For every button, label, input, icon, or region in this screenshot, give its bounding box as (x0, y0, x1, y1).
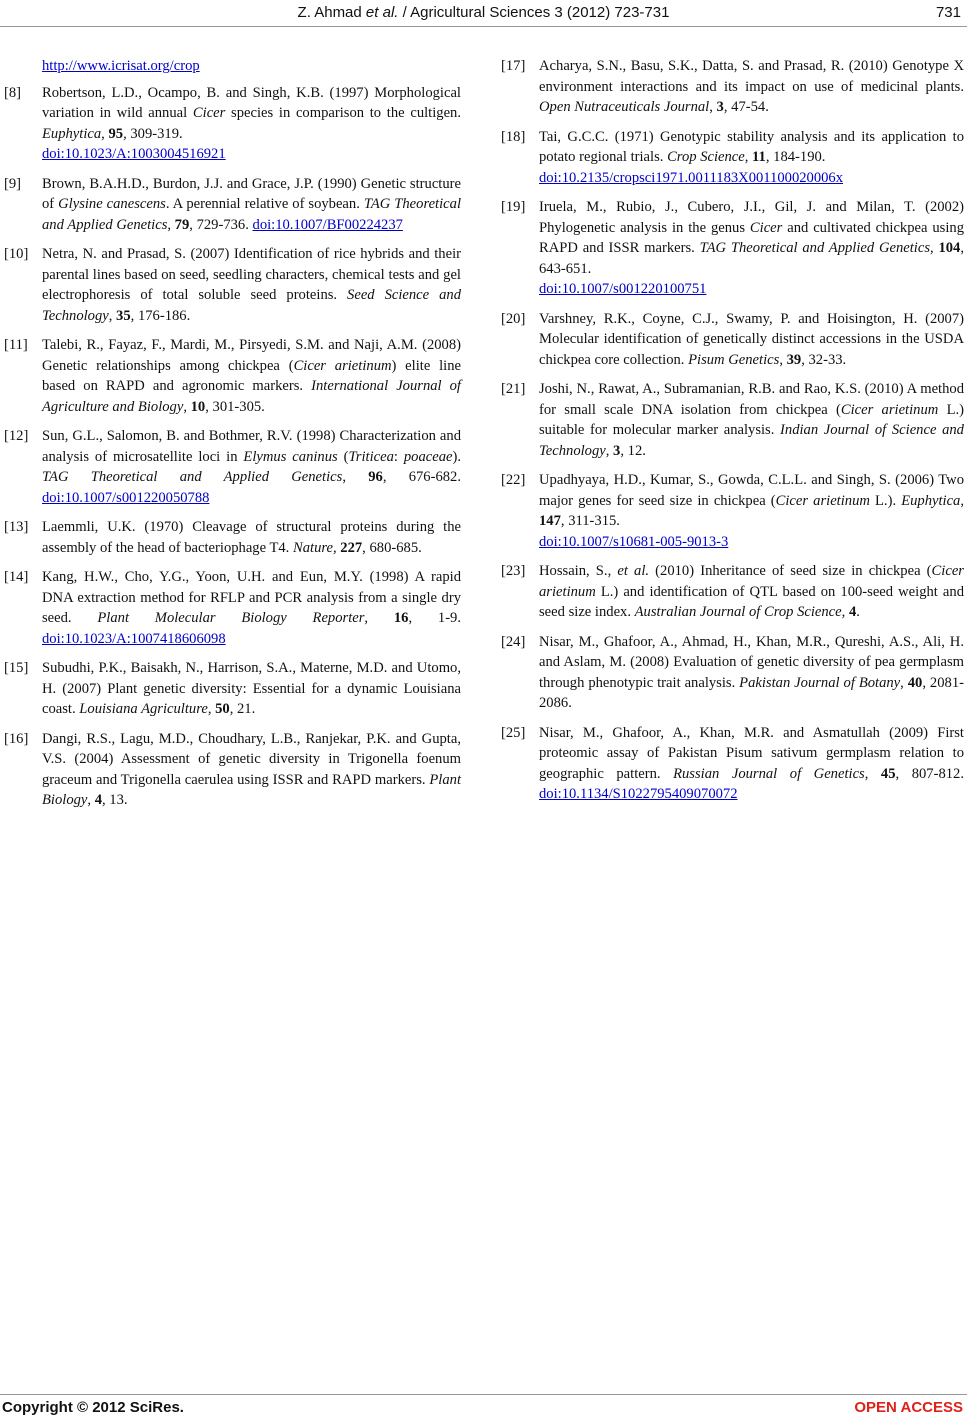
reference-text: Tai, G.C.C. (1971) Genotypic stability analysis and its application to potato regional trials. (539, 128, 964, 165)
reference-text: , (342, 469, 369, 485)
reference-text: , (779, 351, 787, 368)
reference-number: [19] (501, 199, 526, 215)
reference-text: , 1-9. (408, 610, 461, 626)
reference-italic: Cicer arietinum (840, 401, 939, 418)
running-header (0, 0, 967, 27)
reference-text: ( (337, 448, 349, 465)
reference-text: , (108, 307, 117, 324)
doi-link[interactable]: doi:10.1007/BF00224237 (252, 216, 403, 233)
journal-name: Euphytica (901, 492, 961, 509)
reference-text: , (841, 604, 849, 620)
reference-text: , (960, 492, 965, 509)
journal-name: Nature (292, 539, 333, 556)
reference-number: [18] (501, 128, 526, 145)
reference-number: [15] (4, 660, 29, 676)
reference-text: , (101, 125, 109, 142)
reference-12 (4, 426, 461, 508)
reference-text: , 676-682. (382, 469, 462, 485)
reference-text: , 2081-2086. (539, 674, 964, 711)
reference-text: , (864, 765, 881, 782)
reference-number: [21] (501, 381, 526, 397)
reference-text: L.). (869, 492, 902, 509)
volume: 35 (116, 307, 131, 324)
journal-name: Indian Journal of Science and Technology (539, 422, 964, 459)
reference-text: Nisar, M., Ghafoor, A., Ahmad, H., Khan, M.R., Qureshi, A.S., Ali, H. and Aslam, M. (2008) Evaluation of genetic diversity of pea germplasm through phenotypic trait analysis. (539, 633, 964, 691)
reference-8 (4, 83, 461, 165)
reference-text: ). (452, 448, 462, 465)
volume: 4 (94, 792, 102, 808)
volume: 104 (938, 240, 961, 256)
reference-text: Acharya, S.N., Basu, S.K., Datta, S. and Prasad, R. (2010) Genotype X environment interactions and its impact on use of medicinal plants. (539, 58, 964, 95)
journal-name: Pisum Genetics (688, 351, 780, 368)
reference-text: , (332, 539, 341, 556)
reference-number: [11] (4, 337, 28, 353)
reference-text: , 311-315. (560, 513, 620, 529)
volume: 79 (174, 216, 190, 233)
reference-9 (4, 174, 461, 236)
reference-text: Subudhi, P.K., Baisakh, N., Harrison, S.A., Materne, M.D. and Utomo, H. (2007) Plant genetic diversity: Essential for a dynamic Louisiana coast. (42, 660, 461, 717)
reference-text: , 47-54. (723, 99, 769, 115)
volume: 4 (848, 604, 857, 620)
reference-number: [16] (4, 730, 29, 747)
volume: 45 (880, 765, 896, 782)
volume: 39 (786, 351, 802, 368)
reference-20 (501, 309, 964, 371)
reference-number: [25] (501, 724, 526, 741)
reference-text: , (744, 149, 753, 165)
reference-text: , 184-190. (765, 149, 826, 165)
reference-17 (501, 56, 964, 118)
reference-text: , (605, 442, 614, 459)
header-journal: / Agricultural Sciences 3 (2012) 723-731 (398, 4, 670, 21)
volume: 11 (752, 149, 766, 165)
journal-name: Pakistan Journal of Botany (739, 674, 901, 691)
reference-13 (4, 517, 461, 558)
reference-number: [8] (4, 84, 22, 101)
journal-name: Australian Journal of Crop Science (634, 604, 842, 620)
reference-text: and cultivated chickpea using RAPD and ISSR markers. (539, 219, 965, 256)
journal-name: TAG Theoretical and Applied Genetics (699, 240, 931, 256)
volume: 227 (340, 539, 363, 556)
reference-text: L.) suitable for molecular marker analysis. (539, 401, 965, 438)
reference-italic: Cicer arietinum (775, 492, 870, 509)
reference-23 (501, 561, 964, 623)
volume: 10 (190, 398, 206, 415)
reference-text: , 643-651. (539, 240, 964, 277)
header-etal: et al. (365, 4, 399, 21)
doi-link[interactable]: doi:10.1007/s001220050788 (42, 489, 210, 506)
reference-21 (501, 379, 964, 461)
reference-italic: Triticea (348, 448, 394, 465)
volume: 16 (393, 610, 409, 626)
reference-text: ) elite line based on RAPD and agronomic markers. (42, 357, 461, 394)
doi-link[interactable]: doi:10.2135/cropsci1971.0011183X001100020006x (539, 169, 844, 186)
reference-number: [20] (501, 310, 526, 327)
reference-italic: poaceae (403, 448, 453, 465)
reference-text: , 729-736. (189, 216, 253, 233)
volume: 147 (539, 513, 561, 529)
reference-number: [12] (4, 428, 29, 444)
journal-name: Seed Science and Technology (42, 287, 461, 324)
reference-text: Brown, B.A.H.D., Burdon, J.J. and Grace, J.P. (1990) Genetic structure of (42, 175, 461, 212)
journal-name: Plant Molecular Biology Reporter (97, 610, 365, 626)
page-number: 731 (935, 4, 961, 21)
reference-14 (4, 567, 461, 649)
reference-link[interactable]: http://www.icrisat.org/crop (42, 58, 200, 74)
reference-text: , 301-305. (205, 398, 265, 415)
doi-link[interactable]: doi:10.1023/A:1007418606098 (42, 630, 226, 647)
volume: 95 (108, 125, 124, 142)
reference-text: Varshney, R.K., Coyne, C.J., Swamy, P. and Hoisington, H. (2007) Molecular identification of genetically distinct accessions in the USDA chickpea core collection. (539, 310, 964, 368)
reference-text: , (364, 610, 394, 626)
reference-11 (4, 335, 461, 417)
reference-text: , (207, 701, 216, 717)
reference-text: Joshi, N., Rawat, A., Subramanian, R.B. and Rao, K.S. (2010) A method for small scale DNA isolation from chickpea ( (539, 381, 964, 418)
reference-number: [17] (501, 58, 526, 74)
journal-name: Crop Science (667, 149, 745, 165)
reference-number: [10] (4, 246, 29, 262)
reference-19 (501, 197, 964, 300)
volume: 50 (215, 701, 230, 717)
journal-name: International Journal of Agriculture and Biology (42, 378, 461, 415)
reference-text: species in comparison to the cultigen. (225, 105, 462, 121)
reference-text: . (856, 604, 860, 620)
left-column (4, 56, 461, 820)
reference-number: [14] (4, 569, 29, 585)
reference-10 (4, 244, 461, 326)
reference-text: Nisar, M., Ghafoor, A., Khan, M.R. and Asmatullah (2009) First proteomic assay of Pakistan Pisum sativum germplasm relation to geographic pattern. (539, 724, 964, 782)
reference-continuation (4, 56, 461, 77)
reference-text: , (87, 792, 95, 808)
reference-text: , 32-33. (801, 351, 847, 368)
reference-text: , (167, 216, 175, 233)
reference-18 (501, 127, 964, 189)
reference-italic: Cicer (192, 105, 226, 121)
reference-text: . A perennial relative of soybean. (165, 196, 364, 212)
reference-text: , 680-685. (362, 539, 422, 556)
reference-text: Dangi, R.S., Lagu, M.D., Choudhary, L.B., Ranjekar, P.K. and Gupta, V.S. (2004) Assessment of genetic diversity in Trigonella foenum graceum and Trigonella caerulea using ISSR and RAPD markers. (42, 730, 461, 788)
reference-italic: et al. (617, 563, 650, 579)
reference-text: L.) and identification of QTL based on 100-seed weight and seed size index. (539, 583, 964, 620)
journal-name: Russian Journal of Genetics (673, 765, 865, 782)
reference-text: Kang, H.W., Cho, Y.G., Yoon, U.H. and Eun, M.Y. (1998) A rapid DNA extraction method for RFLP and PCR analysis from a single dry seed. (42, 569, 461, 626)
journal-name: Louisiana Agriculture (79, 701, 208, 717)
reference-text: Robertson, L.D., Ocampo, B. and Singh, K.B. (1997) Morphological variation in wild annual (42, 84, 461, 121)
reference-15 (4, 658, 461, 720)
reference-text: Sun, G.L., Salomon, B. and Bothmer, R.V. (1998) Characterization and analysis of microsatellite loci in (42, 428, 461, 465)
reference-text: , (930, 240, 939, 256)
reference-text: , 176-186. (130, 307, 191, 324)
reference-text: Talebi, R., Fayaz, F., Mardi, M., Pirsyedi, S.M. and Naji, A.M. (2008) Genetic relationships among chickpea ( (42, 337, 461, 374)
volume: 3 (716, 99, 724, 115)
reference-text: , 21. (229, 701, 256, 717)
reference-number: [13] (4, 519, 29, 535)
journal-name: TAG Theoretical and Applied Genetics (42, 196, 461, 233)
reference-16 (4, 729, 461, 811)
reference-italic: Elymus caninus (243, 448, 338, 465)
reference-text: , 12. (620, 442, 646, 459)
doi-link[interactable]: doi:10.1134/S1022795409070072 (539, 786, 738, 802)
doi-link[interactable]: doi:10.1007/s10681-005-9013-3 (539, 533, 729, 550)
volume: 96 (368, 469, 383, 485)
reference-25 (501, 723, 964, 805)
volume: 3 (613, 442, 621, 459)
right-column (501, 56, 964, 814)
reference-22 (501, 470, 964, 552)
reference-text: Laemmli, U.K. (1970) Cleavage of structural proteins during the assembly of the head of bacteriophage T4. (42, 519, 461, 556)
reference-text: , (709, 99, 717, 115)
reference-text: , 807-812. (895, 765, 964, 782)
reference-text: Iruela, M., Rubio, J., Cubero, J.I., Gil, J. and Milan, T. (2002) Phylogenetic analysis in the genus (539, 199, 964, 236)
journal-name: Open Nutraceuticals Journal (539, 99, 710, 115)
reference-24 (501, 632, 964, 714)
reference-text: (2010) Inheritance of seed size in chickpea ( (649, 563, 932, 579)
reference-number: [23] (501, 563, 526, 579)
reference-text: Upadhyaya, H.D., Kumar, S., Gowda, C.L.L. and Singh, S. (2006) Two major genes for seed size in chickpea ( (539, 472, 964, 509)
volume: 40 (907, 674, 923, 691)
reference-text: , 13. (102, 792, 128, 808)
page-footer (0, 1394, 967, 1418)
reference-italic: Glysine canescens (58, 196, 166, 212)
journal-name: Euphytica (42, 125, 102, 142)
reference-number: [9] (4, 175, 22, 192)
reference-text: Netra, N. and Prasad, S. (2007) Identification of rice hybrids and their parental lines based on seed, seedling characters, chemical tests and gel electrophoresis of total soluble seed proteins. (42, 246, 461, 303)
reference-italic: Cicer arietinum (539, 563, 964, 600)
reference-text: Hossain, S., (539, 563, 618, 579)
reference-text: : (393, 448, 404, 465)
reference-text: , 309-319. (123, 125, 183, 142)
reference-number: [24] (501, 633, 526, 650)
journal-name: Plant Biology (42, 771, 461, 808)
reference-italic: Cicer (749, 219, 783, 236)
reference-italic: Cicer arietinum (293, 357, 392, 374)
journal-name: TAG Theoretical and Applied Genetics (42, 469, 343, 485)
copyright-notice: Copyright © 2012 SciRes. (2, 1399, 184, 1416)
header-title (0, 4, 967, 21)
header-authors: Z. Ahmad (297, 4, 366, 21)
doi-link[interactable]: doi:10.1007/s001220100751 (539, 281, 707, 297)
reference-text: , (183, 398, 191, 415)
doi-link[interactable]: doi:10.1023/A:1003004516921 (42, 146, 226, 162)
open-access-label: OPEN ACCESS (854, 1399, 963, 1416)
reference-text: , (900, 674, 908, 691)
reference-number: [22] (501, 472, 526, 488)
